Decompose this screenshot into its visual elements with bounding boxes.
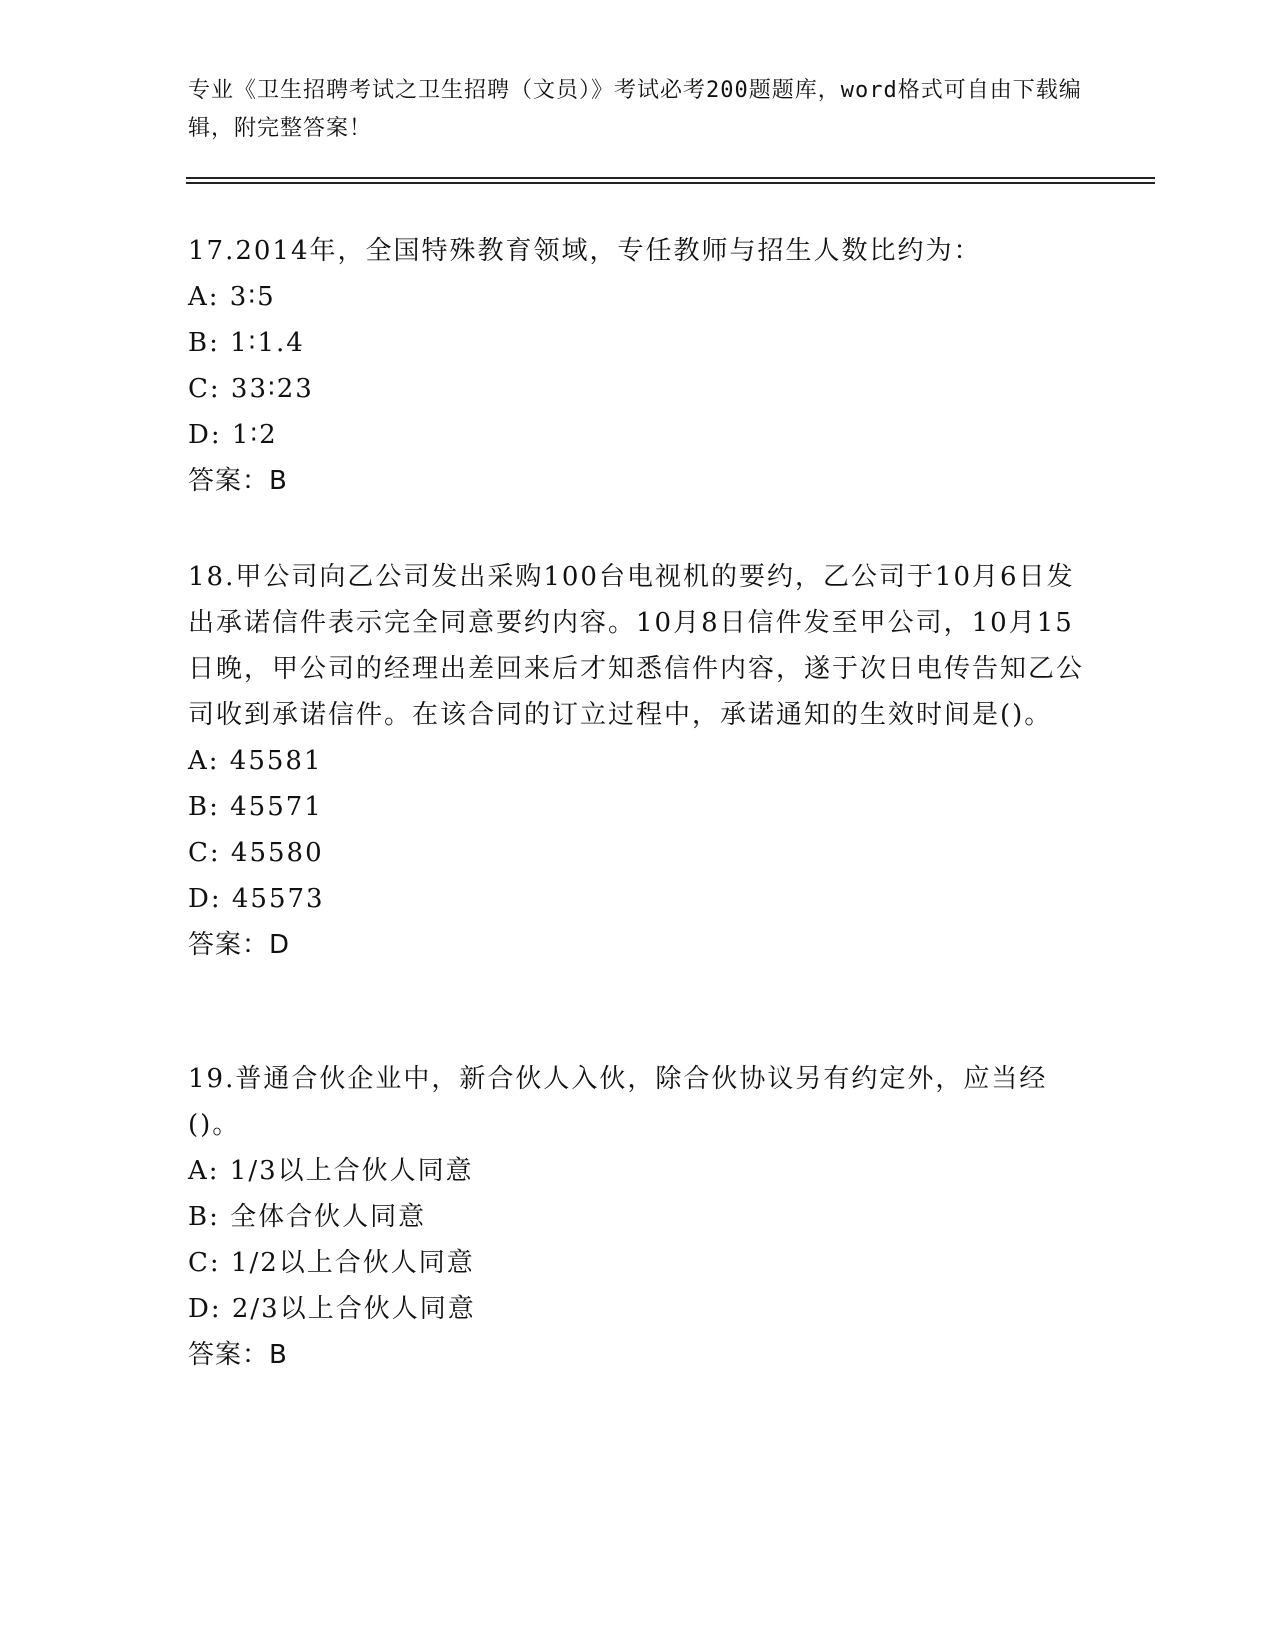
option-a: A: 3∶5	[188, 282, 276, 312]
question-17	[188, 228, 1088, 504]
option-a: A: 45581	[188, 746, 323, 776]
answer-line: 答案：B	[188, 466, 288, 496]
question-stem: 19.普通合伙企业中，新合伙人入伙，除合伙协议另有约定外，应当经()。	[188, 1064, 1048, 1140]
option-b: B: 全体合伙人同意	[188, 1202, 427, 1232]
question-18	[188, 554, 1088, 968]
answer-line: 答案：D	[188, 930, 291, 960]
option-d: D: 45573	[188, 884, 325, 914]
option-b: B: 45571	[188, 792, 323, 822]
question-stem: 17.2014年，全国特殊教育领域，专任教师与招生人数比约为：	[188, 236, 982, 266]
header-divider-bottom	[186, 182, 1155, 184]
option-c: C: 33∶23	[188, 374, 314, 404]
question-19	[188, 1056, 1088, 1378]
option-c: C: 1/2以上合伙人同意	[188, 1248, 475, 1278]
answer-line: 答案：B	[188, 1340, 288, 1370]
option-c: C: 45580	[188, 838, 324, 868]
option-d: D: 1∶2	[188, 420, 278, 450]
option-b: B: 1∶1.4	[188, 328, 305, 358]
document-header: 专业《卫生招聘考试之卫生招聘（文员）》考试必考200题题库，word格式可自由下载编辑，附完整答案！	[188, 78, 1082, 141]
question-stem: 18.甲公司向乙公司发出采购100台电视机的要约，乙公司于10月6日发出承诺信件表示完全同意要约内容。10月8日信件发至甲公司，10月15日晚，甲公司的经理出差回来后才知悉信件内容，遂于次日电传告知乙公司收到承诺信件。在该合同的订立过程中，承诺通知的生效时间是()。	[188, 562, 1085, 730]
header-divider-top	[186, 177, 1155, 179]
option-a: A: 1/3以上合伙人同意	[188, 1156, 474, 1186]
option-d: D: 2/3以上合伙人同意	[188, 1294, 476, 1324]
